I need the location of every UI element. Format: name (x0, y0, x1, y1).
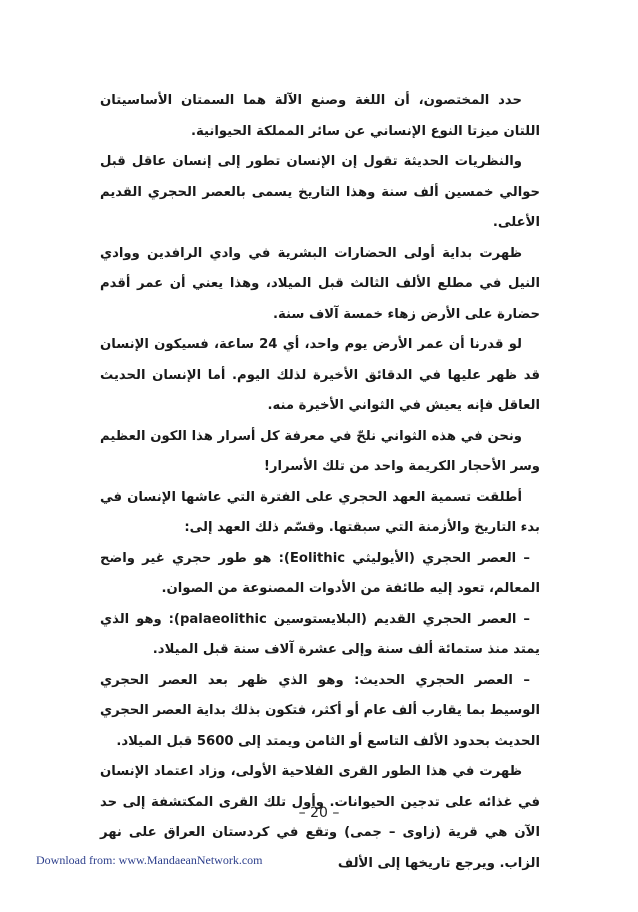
footer-download-link[interactable]: Download from: www.MandaeanNetwork.com (36, 853, 263, 867)
paragraph: ظهرت في هذا الطور القرى الفلاحية الأولى، وزاد اعتماد الإنسان في غذائه على تدجين الحيوانات. وأول تلك القرى المكتشفة إلى حد الآن هي قرية (زاوى – جمى) وتقع في كردستان العراق على نهر الزاب. ويرجع تاريخها إلى الألف (100, 764, 540, 871)
list-item: – العصر الحجري القديم (البلايستوسين palaeolithic): وهو الذي يمتد منذ ستمائة ألف سنة وإلى عشرة آلاف سنة قبل الميلاد. (100, 611, 540, 657)
body-text (100, 86, 540, 879)
paragraph: أطلقت تسمية العهد الحجري على الفترة التي عاشها الإنسان في بدء التاريخ والأزمنة التي سبقتها. وقسّم ذلك العهد إلى: (100, 489, 540, 535)
paragraph: حدد المختصون، أن اللغة وصنع الآلة هما السمتان الأساسيتان اللتان ميزتا النوع الإنساني عن سائر المملكة الحيوانية. (100, 93, 540, 139)
paragraph: ونحن في هذه الثواني نلحّ في معرفة كل أسرار هذا الكون العظيم وسر الأحجار الكريمة واحد من تلك الأسرار! (100, 428, 540, 474)
paragraph: لو قدرنا أن عمر الأرض يوم واحد، أي 24 ساعة، فسيكون الإنسان قد ظهر عليها في الدقائق الأخيرة لذلك اليوم. أما الإنسان الحديث العاقل فإنه يعيش في الثواني الأخيرة منه. (100, 337, 540, 413)
paragraph: والنظريات الحديثة تقول إن الإنسان تطور إلى إنسان عاقل قبل حوالي خمسين ألف سنة وهذا التاريخ يسمى بالعصر الحجري القديم الأعلى. (100, 154, 540, 230)
page-number: – 20 – (298, 805, 340, 821)
paragraph: ظهرت بداية أولى الحضارات البشرية في وادي الرافدين ووادي النيل في مطلع الألف الثالث قبل الميلاد، وهذا يعني أن عمر أقدم حضارة على الأرض زهاء خمسة آلاف سنة. (100, 245, 540, 322)
list-item: – العصر الحجري الحديث: وهو الذي ظهر بعد العصر الحجري الوسيط بما يقارب ألف عام أو أكثر، فتكون بذلك بداية العصر الحجري الحديث بحدود الألف التاسع أو الثامن ويمتد إلى 5600 قبل الميلاد. (100, 672, 540, 749)
list-item: – العصر الحجري (الأيوليثي Eolithic): هو طور حجري غير واضح المعالم، تعود إليه طائفة من الأدوات المصنوعة من الصوان. (100, 550, 540, 596)
